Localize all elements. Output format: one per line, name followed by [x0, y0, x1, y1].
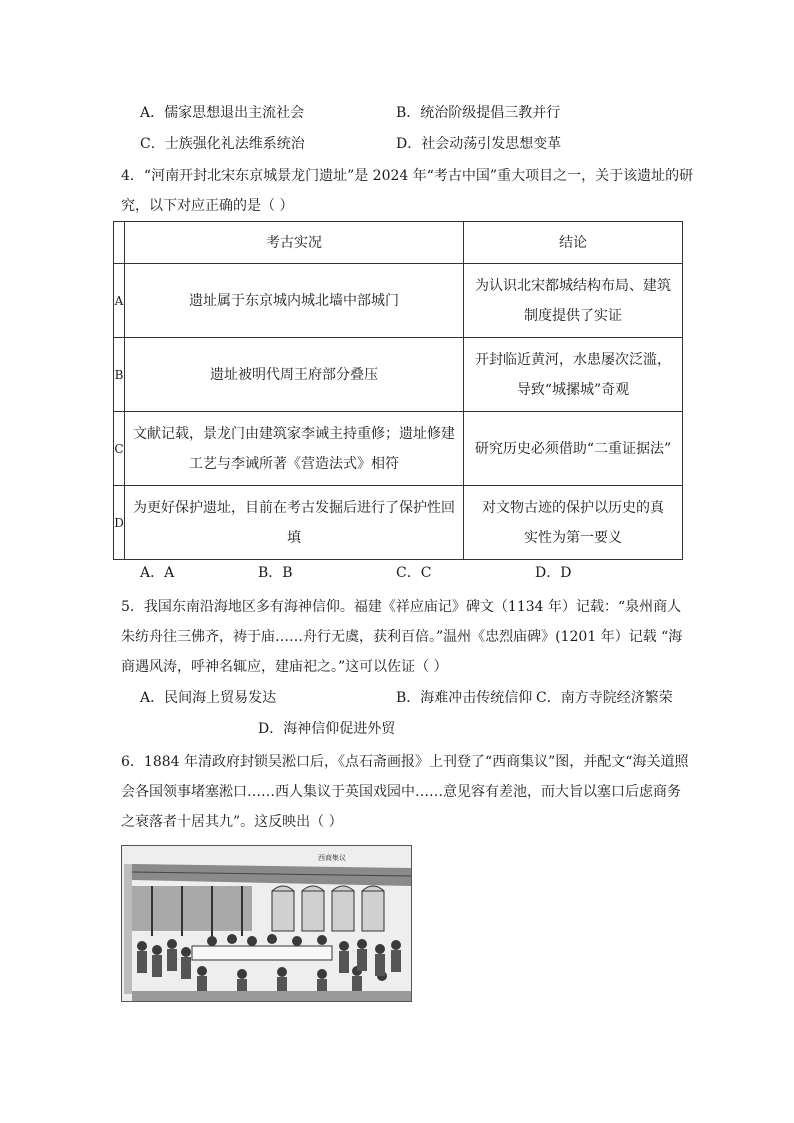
table-header-fact: 考古实况 [125, 222, 464, 264]
image-caption: 西商集议 [318, 854, 346, 862]
row-b-conclusion: 开封临近黄河，水患屡次泛滥， 导致“城摞城”奇观 [464, 338, 683, 412]
q5-option-c: C．南方寺院经济繁荣 [536, 690, 673, 706]
q3-option-d: D．社会动荡引发思想变革 [396, 136, 562, 152]
meeting-engraving-image [122, 846, 411, 1001]
q4-option-d: D．D [535, 565, 572, 581]
q5-stem-line1: 5．我国东南沿海地区多有海神信仰。福建《祥应庙记》碑文（1134 年）记载：“泉州商人 [121, 599, 682, 615]
q5-stem-line2: 朱纺舟往三佛齐，祷于庙……舟行无虞，获利百倍。”温州《忠烈庙碑》(1201 年）记载 “海 [121, 629, 683, 645]
q4-stem-line1: 4．“河南开封北宋东京城景龙门遗址”是 2024 年“考古中国”重大项目之一，关于该遗址的研 [121, 168, 694, 184]
q3-option-c: C．士族强化礼法维系统治 [140, 136, 305, 152]
q5-option-b: B．海难冲击传统信仰 [396, 690, 533, 706]
row-c-fact: 文献记载，景龙门由建筑家李诫主持重修；遗址修建 工艺与李诫所著《营造法式》相符 [125, 412, 464, 486]
table-row [114, 412, 683, 486]
row-a-fact: 遗址属于东京城内城北墙中部城门 [125, 264, 464, 338]
row-d-fact: 为更好保护遗址，目前在考古发掘后进行了保护性回 填 [125, 486, 464, 560]
q6-stem-line3: 之衰落者十居其九”。这反映出（ ） [121, 814, 343, 830]
row-label-d: D [114, 486, 125, 560]
q4-table [113, 221, 683, 560]
q6-stem-line2: 会各国领事堵塞淞口……西人集议于英国戏园中……意见容有差池，而大旨以塞口后虑商务 [121, 784, 681, 800]
row-a-conclusion: 为认识北宋都城结构布局、建筑 制度提供了实证 [464, 264, 683, 338]
row-b-fact: 遗址被明代周王府部分叠压 [125, 338, 464, 412]
row-label-b: B [114, 338, 125, 412]
q4-option-c: C．C [396, 565, 432, 581]
table-corner-cell [114, 222, 125, 264]
q3-option-a: A．儒家思想退出主流社会 [140, 105, 305, 121]
table-header-row [114, 222, 683, 264]
q4-option-a: A．A [140, 565, 175, 581]
table-row [114, 338, 683, 412]
row-d-conclusion: 对文物古迹的保护以历史的真 实性为第一要义 [464, 486, 683, 560]
q4-stem-line2: 究，以下对应正确的是（ ） [121, 198, 294, 214]
q5-stem-line3: 商遇风涛，呼神名辄应，建庙祀之。”这可以佐证（ ） [121, 659, 448, 675]
q6-stem-line1: 6．1884 年清政府封锁吴淞口后，《点石斋画报》上刊登了“西商集议”图，并配文“海关道照 [121, 754, 689, 770]
table-row [114, 264, 683, 338]
q5-option-d: D．海神信仰促进外贸 [258, 721, 396, 737]
table-row [114, 486, 683, 560]
row-label-a: A [114, 264, 125, 338]
q6-illustration-image [121, 845, 412, 1002]
q5-option-a: A．民间海上贸易发达 [140, 690, 277, 706]
row-label-c: C [114, 412, 125, 486]
row-c-conclusion: 研究历史必须借助“二重证据法” [464, 412, 683, 486]
q3-option-b: B．统治阶级提倡三教并行 [396, 105, 561, 121]
q4-option-b: B．B [258, 565, 293, 581]
table-header-conclusion: 结论 [464, 222, 683, 264]
